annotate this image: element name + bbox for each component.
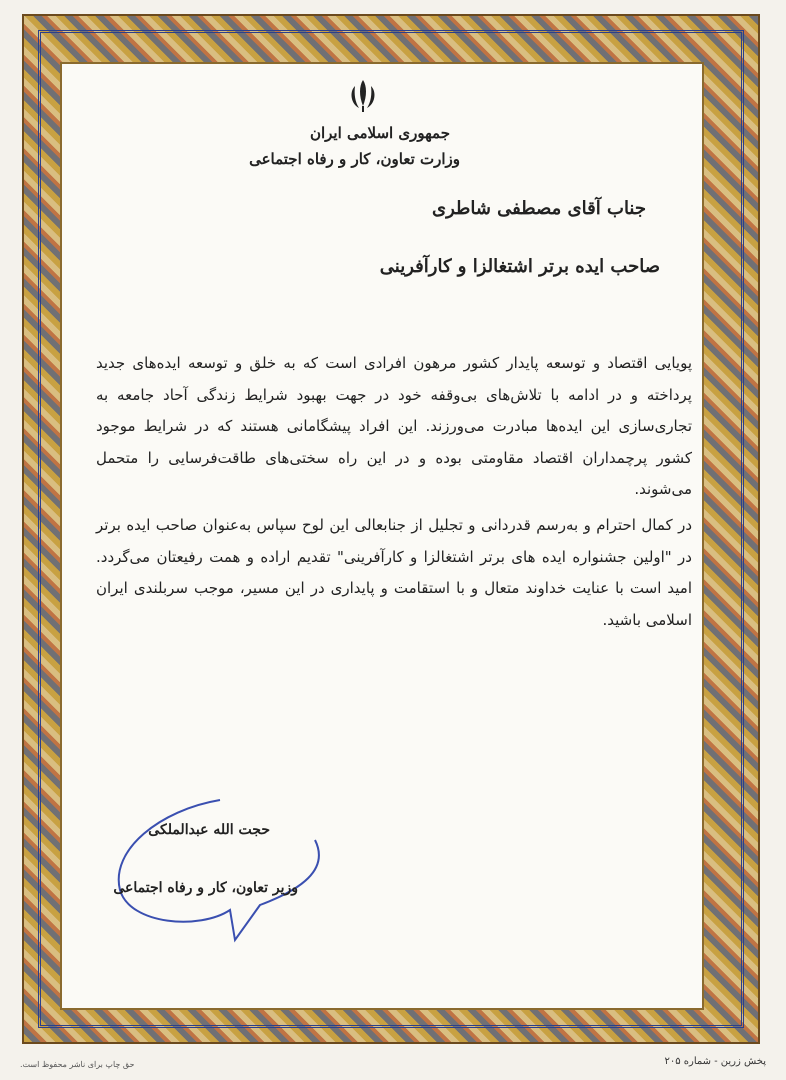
copyright-note: حق چاپ برای ناشر محفوظ است.	[20, 1060, 135, 1069]
recipient-title: صاحب ایده برتر اشتغالزا و کارآفرینی	[379, 256, 660, 277]
republic-title: جمهوری اسلامی ایران	[309, 124, 450, 142]
iran-emblem-icon	[343, 76, 383, 116]
recipient-name: جناب آقای مصطفی شاطری	[431, 198, 646, 219]
signature-scribble	[100, 790, 350, 950]
signatory-position: وزیر تعاون، کار و رفاه اجتماعی	[113, 880, 298, 896]
publisher-note: پخش زرین - شماره ۲۰۵	[664, 1056, 766, 1067]
ministry-title: وزارت تعاون، کار و رفاه اجتماعی	[249, 150, 460, 168]
body-paragraph-1: پویایی اقتصاد و توسعه پایدار کشور مرهون افرادی است که به خلق و توسعه ایده‌های جدید پرداخته و در ادامه با تلاش‌های بی‌وقفه خود در جهت بهبود شرایط زندگی آحاد جامعه به تجاری‌سازی این ایده‌ها مبادرت می‌ورزند. این افراد پیشگامانی هستند که در شرایط موجود کشور پرچمداران اقتصاد مقاومتی بوده و در این راه سختی‌های طاقت‌فرسایی را متحمل می‌شوند.	[96, 354, 692, 499]
certificate-body	[96, 348, 692, 640]
signatory-name: حجت الله عبدالملکی	[148, 822, 270, 838]
body-paragraph-2: در کمال احترام و به‌رسم قدردانی و تجلیل از جنابعالی این لوح سپاس به‌عنوان صاحب ایده برتر در "اولین جشنواره ایده های برتر اشتغالزا و کارآفرینی" تقدیم اراده و همت رفیعتان می‌گردد. امید است با عنایت خداوند متعال و با استقامت و پایداری در این مسیر، موجب سربلندی ایران اسلامی باشید.	[96, 515, 692, 629]
